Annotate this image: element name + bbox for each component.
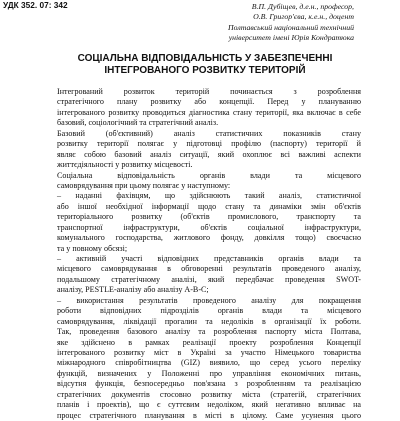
body-line: являє собою базовий аналіз ситуації, який охоплює всі важливі аспекти xyxy=(57,149,361,159)
body-line: комунального господарства, житлового фонду, довкілля тощо) своєчасно xyxy=(57,233,361,243)
body-line: яке здійснено в рамках реалізації проекту розроблення Концепції xyxy=(57,337,361,347)
body-line: планів і проектів), що є суттєвим недоліком, який негативно впливає на xyxy=(57,400,361,410)
body-line: транспортної інфраструктури, об'єктів соціальної інфраструктури, xyxy=(57,222,361,232)
body-line: стратегічного плану розвитку або концепції. Перед у плануванню xyxy=(57,97,361,107)
body-line: територіального розвитку (об'єктів промислового, транспорту та xyxy=(57,212,361,222)
udc-code: УДК 352. 07: 342 xyxy=(3,0,68,10)
body-line: Соціальна відповідальність органів влади та місцевого xyxy=(57,170,361,180)
body-line: та у повному обсязі; xyxy=(57,243,128,253)
title-line-2: ІНТЕГРОВАНОГО РОЗВИТКУ ТЕРИТОРІЙ xyxy=(104,65,306,76)
body-line: або іншої необхідної інформації щодо стану та динаміки змін об'єктів xyxy=(57,201,361,211)
body-line: інтегрованого розвитку міст в Україні за участю Німецького товариства xyxy=(57,347,361,357)
body-line: Інтегрований розвиток територій починається з розроблення xyxy=(57,87,361,96)
body-line: інтегрованого розвитку проводиться діагностика стану території, яка включає в себе xyxy=(57,107,361,117)
author-line-2: О.В. Григор'єва, к.е.н., доцент xyxy=(253,12,354,22)
body-line: самоврядування при цьому полягає у наступному: xyxy=(57,180,231,190)
body-line: процес стратегічного планування в місті в цілому. Саме усунення цього xyxy=(57,410,361,420)
body-line: розвитку території полягає у підготовці профілю (паспорту) території й xyxy=(57,139,361,149)
body-line: – використання результатів проведеного аналізу для покращення xyxy=(57,295,361,305)
body-line: роботи відповідних підрозділів органів влади та місцевого xyxy=(57,306,361,316)
paper-title xyxy=(40,53,370,77)
body-line: Базовий (об'єктивний) аналіз статистичних показників стану xyxy=(57,128,361,138)
body-text xyxy=(57,87,361,421)
title-line-1: СОЦІАЛЬНА ВІДПОВІДАЛЬНІСТЬ У ЗАБЕЗПЕЧЕННІ xyxy=(77,53,333,64)
body-line: стратегічних документів стосовно розвитку міста (стратегій, стратегічних xyxy=(57,389,361,399)
affiliation-line-2: університет імені Юрія Кондратюка xyxy=(228,32,354,42)
body-line: аналізу, PESTLE-аналізу або аналізу А-В-С; xyxy=(57,285,209,295)
body-line: подальшому стратегічному аналізі, який передбачає проведення SWOT- xyxy=(57,274,361,284)
body-line: міжнародного співробітництва (GIZ) виявило, що серед усього переліку xyxy=(57,358,361,368)
body-line: Так, проведення базового аналізу та розроблення паспорту міста Полтава, xyxy=(57,327,361,337)
body-line: – наданні фахівцям, що здійснюють такий аналіз, статистичної xyxy=(57,191,361,201)
body-line: функцій, визначених у Положенні про управління економічних питань, xyxy=(57,368,361,378)
affiliation-line-1: Полтавський національний технічний xyxy=(228,22,354,32)
body-line: відсутня функція, безпосередньо пов'язана з розробленням та реалізацією xyxy=(57,379,361,389)
body-line: місцевого самоврядування в обговоренні результатів проведеного аналізу, xyxy=(57,264,361,274)
author-line-1: В.П. Дубіщев, д.е.н., професор, xyxy=(251,2,354,11)
author-block xyxy=(228,2,354,43)
body-line: самоврядування, ліквідації прогалин та недоліків в організації їх роботи. xyxy=(57,316,361,326)
body-line: базовий, соціологічний та стратегічний аналіз. xyxy=(57,118,219,128)
body-line: життєдіяльності у розвитку місцевості. xyxy=(57,160,193,170)
body-line: – активній участі відповідних представників органів влади та xyxy=(57,254,361,263)
